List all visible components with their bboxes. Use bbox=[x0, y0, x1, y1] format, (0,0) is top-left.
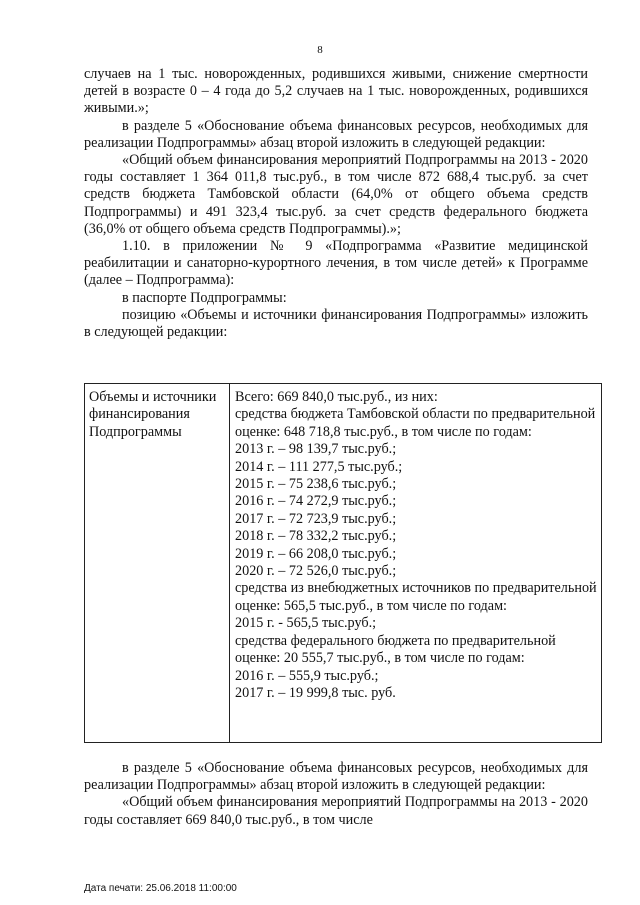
paragraph-section5-intro: в разделе 5 «Обоснование объема финансовых ресурсов, необходимых для реализации Подпрограммы» абзац второй изложить в следующей редакции: bbox=[84, 117, 588, 151]
passport-line-year: 2019 г. – 66 208,0 тыс.руб.; bbox=[235, 545, 397, 562]
body-text-bottom bbox=[84, 760, 588, 829]
passport-line-regional-budget: средства бюджета Тамбовской области по предварительной оценке: 648 718,8 тыс.руб., в том числе по годам: bbox=[235, 406, 596, 440]
paragraph-continuation: случаев на 1 тыс. новорожденных, родившихся живыми, снижение смертности детей в возрасте 0 – 4 года до 5,2 случаев на 1 тыс. новорожденных, родившихся живыми.»; bbox=[84, 66, 588, 117]
paragraph-funding-quote-2: «Общий объем финансирования мероприятий Подпрограммы на 2013 - 2020 годы составляет 669 840,0 тыс.руб., в том числе bbox=[84, 794, 588, 828]
passport-line-year: 2020 г. – 72 526,0 тыс.руб.; bbox=[235, 563, 397, 580]
passport-table bbox=[84, 383, 602, 743]
passport-table-label-cell: Объемы и источники финансирования Подпрограммы bbox=[85, 384, 230, 742]
passport-line-year: 2017 г. – 19 999,8 тыс. руб. bbox=[235, 684, 396, 701]
print-date: Дата печати: 25.06.2018 11:00:00 bbox=[84, 883, 237, 894]
passport-line-year: 2015 г. - 565,5 тыс.руб.; bbox=[235, 615, 377, 632]
paragraph-section5-repeat: в разделе 5 «Обоснование объема финансовых ресурсов, необходимых для реализации Подпрограммы» абзац второй изложить в следующей редакции: bbox=[84, 760, 588, 794]
passport-line-extrabudget: средства из внебюджетных источников по предварительной оценке: 565,5 тыс.руб., в том числе по годам: bbox=[235, 580, 597, 614]
passport-line-year: 2013 г. – 98 139,7 тыс.руб.; bbox=[235, 441, 397, 458]
passport-line-total: Всего: 669 840,0 тыс.руб., из них: bbox=[235, 389, 438, 405]
body-text-top bbox=[84, 66, 588, 341]
paragraph-funding-quote: «Общий объем финансирования мероприятий Подпрограммы на 2013 - 2020 годы составляет 1 364 011,8 тыс.руб., в том числе 872 688,4 тыс.руб. за счет средств бюджета Тамбовской области (64,0% от общего объема средств Подпрограммы) и 491 323,4 тыс.руб. за счет средств федерального бюджета (36,0% от общего объема средств Подпрограммы).»; bbox=[84, 152, 588, 237]
passport-line-federal-budget: средства федерального бюджета по предварительной оценке: 20 555,7 тыс.руб., в том числе по годам: bbox=[235, 632, 556, 667]
paragraph-passport: в паспорте Подпрограммы: bbox=[122, 289, 287, 306]
paragraph-position: позицию «Объемы и источники финансирования Подпрограммы» изложить в следующей редакции: bbox=[84, 306, 588, 341]
passport-line-year: 2018 г. – 78 332,2 тыс.руб.; bbox=[235, 528, 397, 545]
passport-line-year: 2015 г. – 75 238,6 тыс.руб.; bbox=[235, 476, 397, 493]
passport-table-value-cell bbox=[230, 384, 601, 742]
passport-line-year: 2016 г. – 74 272,9 тыс.руб.; bbox=[235, 493, 397, 510]
paragraph-item-1-10: 1.10. в приложении № 9 «Подпрограмма «Развитие медицинской реабилитации и санаторно-курортного лечения, в том числе детей» к Программе (далее – Подпрограмма): bbox=[84, 238, 588, 289]
passport-line-year: 2017 г. – 72 723,9 тыс.руб.; bbox=[235, 510, 397, 527]
page-number: 8 bbox=[317, 44, 323, 56]
passport-line-year: 2014 г. – 111 277,5 тыс.руб.; bbox=[235, 458, 403, 475]
passport-line-year: 2016 г. – 555,9 тыс.руб.; bbox=[235, 667, 379, 684]
